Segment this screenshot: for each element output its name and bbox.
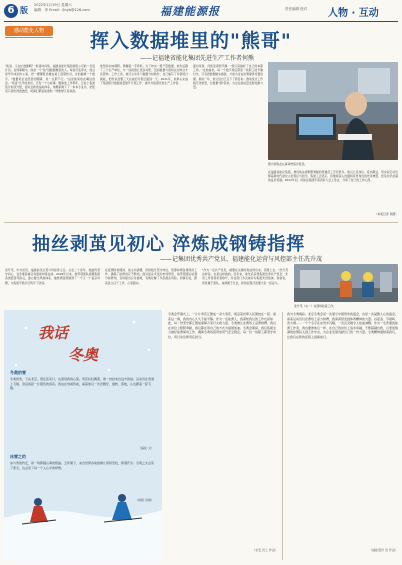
poem2-signature: （闽煤 供稿） bbox=[135, 498, 154, 502]
page-number: 6 bbox=[4, 4, 18, 18]
poem1-signature: （福能 文） bbox=[138, 446, 154, 450]
poem1-text: 冬奥的雪，下在北京，落在张家口，也落进我的心里。雪花轻轻飘落，像一封封来自远方的信。运动员在雪道上飞驰，身后扬起一片银色的浪花。我站在电视机前，看着他们一次次腾空、旋转、落地，心也跟着一起飞翔。 bbox=[10, 377, 155, 391]
column-tag: 感动能化人物 bbox=[5, 26, 53, 36]
essay-middle-text: 冬奥会开幕式上，一片片雪花汇聚成一朵大雪花，寓意着世界人民团结在一起。看着这一幕，我的内心久久不能平静。作为一名能源人，我深知我们的工作也是如此，每一份坚守都汇聚成保障万家灯火的力量。冬奥健儿在赛场上奋勇拼搏，我们在岗位上默默奉献，我们都在用自己的方式为祖国加油。冬奥会期间，我们集团全力做好能源保供工作，确保冬奥场馆用电用气安全稳定。每一位一线职工都坚守岗位，用行动诠释责任担当。 bbox=[168, 312, 277, 339]
story1-column-2: 他坚持实地调研，掌握第一手资料。为了核实一组产量数据，他先后跑了三个生产单位，与一线班组长逐条对账，直到数据与现场完全吻合才肯罢休。工作之余，他还主动学习数据分析软件，自己编写了多套统计模板，把原来需要三天完成的月报压缩到一天。2021年，他牵头完成了集团统计数据质量提升专项工作，被评为集团先进生产工作者。 bbox=[100, 64, 188, 85]
column-tag-rule bbox=[5, 37, 53, 38]
header-rule bbox=[4, 21, 398, 22]
newspaper-name: 福建能源报 bbox=[160, 5, 220, 18]
story2-column-1: 冼升茂，中共党员，福建能化运营与风控部主任。从业二十余年，他始终坚守初心，在急难险重任务面前冲锋在前。2018年以来，他带领团队梳理集团各类经营风险点，建立健全风控体系，抽丝剥茧般厘清了一个又一个复杂问题，为集团平稳运行筑牢了防线。 bbox=[5, 268, 100, 285]
issue-date: 2022年2月19日 星期六 bbox=[34, 3, 72, 7]
poem1-title: 冬奥的雪 bbox=[10, 370, 26, 375]
essay-divider bbox=[282, 312, 283, 560]
poem2-title: 冰雪之约 bbox=[10, 454, 26, 459]
winter-title-line-1: 我话 bbox=[38, 324, 69, 342]
site-inspection-illustration bbox=[294, 264, 398, 302]
winter-title-line-2: 冬奥 bbox=[68, 346, 99, 364]
poem2-text: 冰与雪的约定，是一场跨越山海的相逢。五环旗下，来自世界各地的健儿同场竞技，挥洒汗水。冬奥之火点亮了寒冬，也点亮了每一个人心中的梦想。 bbox=[10, 461, 155, 470]
essay-right-signature: （福能股份 吴 作品） bbox=[369, 548, 398, 552]
story2-photo-caption: 冼升茂（右一）在现场检查工作。 bbox=[294, 304, 336, 308]
story1-photo-caption: 图为何熊在认真审核统计报表。 bbox=[268, 162, 308, 166]
story-divider bbox=[4, 222, 398, 223]
section-title: 人物 · 互动 bbox=[328, 8, 379, 19]
story1-photo bbox=[268, 62, 398, 160]
story2-column-3: "作为一名共产党员，就要在关键时刻站得出来、顶得上去。"冼升茂这样说，也是这样做的。近年来，他先后获得集团优秀共产党员、先进工作者等荣誉称号，所在部门多次被评为集团先进集体。他常说，荣誉属于团队，成绩属于过去，新的征程还需要大家一起奋斗。 bbox=[202, 268, 288, 285]
story2-headline: 抽丝剥茧见初心 淬炼成钢铸指挥 bbox=[32, 234, 306, 255]
page-label: 版 bbox=[20, 6, 28, 15]
office-photo-illustration bbox=[268, 62, 398, 160]
issue-meta bbox=[34, 3, 90, 13]
story2-subtitle: ——记集团优秀共产党员、福建能化运营与风控部主任冼升茂 bbox=[160, 256, 323, 263]
story2-column-2: 在疫情防控期间，他主动请缨，连续数月坚守岗位，统筹协调各项保供工作，确保了能源供应不断档。面对复杂多变的市场形势，他带领团队加强分析研判，及时提出应对措施，有效化解了多起潜在风险。同事们说，跟着冼主任干工作，心里踏实。 bbox=[105, 268, 197, 285]
story1-subtitle: ——记福建省能化集团先进生产工作者何熊 bbox=[140, 55, 255, 62]
story1-photo-credit: （本报记者 供图） bbox=[374, 212, 398, 216]
story1-column-1: "熊哥，又在忙数据啊？"熊哥叫何熊，福建省能化集团控股公司的一名统计员。在同事眼中，他是一个"钻"到数据堆里的人。每到月底季末，他总是早早来到办公室，把一摞摞报表摊在桌上逐项核对，生怕漏掉一个数字。"数据是企业经营的眼睛，差一点都不行。"这是他常挂在嘴边的话。"熊哥"名号的来历，还有一个小故事。刚参加工作那年，正赶上集团统计系统升级，面对全新的指标体系，他硬是啃下了一本本专业书，把报表口径吃得透透的，同事们都说他像熊一样憨厚又有韧劲。 bbox=[5, 64, 95, 94]
essay-middle-signature: （永安 员工 作品） bbox=[252, 548, 278, 552]
essay-right-text: 我为冬奥喝彩。北京冬奥会是一次展示中国形象的盛会，也是一次凝聚人心的盛会。看着运动员们在赛场上奋力拼搏，我深深感受到体育精神的力量。谷爱凌、苏翊鸣、武大靖……一个个名字在冰雪中闪耀，一次次突破令人热血沸腾。作为一名普通的能源工作者，我也要像他们一样，在自己的岗位上追求卓越，不断超越自我，以更加饱满的热情投入到工作中去，为企业发展贡献自己的一份力量。冬奥精神激励着我们，让我们在新的征程上砥砺前行。 bbox=[287, 312, 398, 339]
story1-column-4: 在福建省能化集团，像何熊这样默默奉献的普通员工还有很多。他们立足岗位、爱岗敬业，用实际行动诠释着新时代能化人的责任与担当。集团工会表示，将继续深入挖掘和宣传身边的先进典型，营造比学赶超的良好氛围。2022年初，何熊在集团年度表彰大会上发言，分享了自己的工作心得。 bbox=[268, 170, 398, 183]
story2-photo bbox=[294, 264, 398, 302]
story1-column-3: 面对荣誉，何熊显得很平静："我只是做好了自己的本职工作。"在他看来，每一个数字背后都是一线职工的辛勤付出，只有把数据做实做准，才能为企业决策提供可靠依据。新的一年，他又给自己定下了新目标：推动统计工作数字化转型，让数据"跑"起来，为企业高质量发展贡献力量。 bbox=[193, 64, 263, 90]
editor-meta: 责任编辑 校对 bbox=[285, 7, 308, 11]
editor-email: 编辑：李 Email：fjnyb@126.com bbox=[34, 8, 90, 12]
page-header bbox=[0, 0, 402, 22]
story1-headline: 挥入数据堆里的"熊哥" bbox=[90, 30, 292, 52]
